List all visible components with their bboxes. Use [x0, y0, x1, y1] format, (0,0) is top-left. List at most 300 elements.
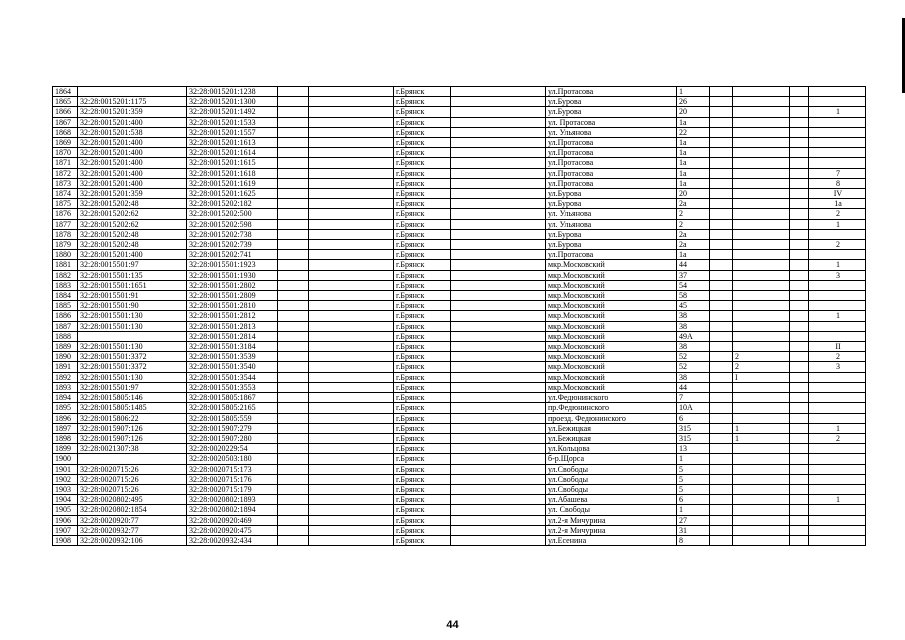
empty-cell — [710, 168, 733, 178]
house-number-cell: 6 — [677, 413, 710, 423]
empty-cell — [451, 444, 546, 454]
premises-number-cell — [809, 535, 866, 545]
table-row — [53, 403, 866, 413]
empty-cell — [278, 515, 309, 525]
empty-cell — [790, 413, 809, 423]
table-row — [53, 331, 866, 341]
row-number-cell: 1904 — [53, 495, 78, 505]
empty-cell — [451, 362, 546, 372]
empty-cell — [790, 148, 809, 158]
object-cadastral-cell: 32:28:0020503:180 — [187, 454, 278, 464]
empty-cell — [451, 525, 546, 535]
street-cell: ул.Федюнинского — [546, 393, 677, 403]
premises-number-cell — [809, 454, 866, 464]
building-part-cell — [733, 168, 790, 178]
empty-cell — [278, 301, 309, 311]
empty-cell — [309, 148, 394, 158]
building-part-cell — [733, 229, 790, 239]
empty-cell — [451, 464, 546, 474]
city-cell: г.Брянск — [394, 515, 451, 525]
parcel-cadastral-cell: 32:28:0015201:400 — [78, 148, 187, 158]
city-cell: г.Брянск — [394, 484, 451, 494]
empty-cell — [710, 331, 733, 341]
empty-cell — [710, 413, 733, 423]
building-part-cell — [733, 87, 790, 97]
empty-cell — [278, 229, 309, 239]
empty-cell — [710, 87, 733, 97]
empty-cell — [451, 403, 546, 413]
empty-cell — [790, 250, 809, 260]
row-number-cell: 1876 — [53, 209, 78, 219]
parcel-cadastral-cell: 32:28:0015907:126 — [78, 423, 187, 433]
empty-cell — [790, 168, 809, 178]
building-part-cell — [733, 199, 790, 209]
empty-cell — [451, 535, 546, 545]
street-cell: ул.Бурова — [546, 107, 677, 117]
empty-cell — [278, 138, 309, 148]
premises-number-cell: II — [809, 342, 866, 352]
empty-cell — [451, 433, 546, 443]
house-number-cell: 26 — [677, 97, 710, 107]
table-row — [53, 97, 866, 107]
street-cell: мкр.Московский — [546, 311, 677, 321]
empty-cell — [309, 260, 394, 270]
empty-cell — [278, 505, 309, 515]
premises-number-cell — [809, 474, 866, 484]
city-cell: г.Брянск — [394, 535, 451, 545]
city-cell: г.Брянск — [394, 382, 451, 392]
row-number-cell: 1869 — [53, 138, 78, 148]
object-cadastral-cell: 32:28:0015501:2813 — [187, 321, 278, 331]
empty-cell — [278, 97, 309, 107]
house-number-cell: 54 — [677, 280, 710, 290]
row-number-cell: 1864 — [53, 87, 78, 97]
empty-cell — [790, 209, 809, 219]
object-cadastral-cell: 32:28:0015202:738 — [187, 229, 278, 239]
house-number-cell: 315 — [677, 433, 710, 443]
house-number-cell: 22 — [677, 127, 710, 137]
premises-number-cell — [809, 413, 866, 423]
parcel-cadastral-cell: 32:28:0020715:26 — [78, 474, 187, 484]
empty-cell — [710, 362, 733, 372]
building-part-cell — [733, 178, 790, 188]
empty-cell — [790, 495, 809, 505]
premises-number-cell — [809, 444, 866, 454]
house-number-cell: 52 — [677, 362, 710, 372]
empty-cell — [309, 413, 394, 423]
object-cadastral-cell: 32:28:0015501:3184 — [187, 342, 278, 352]
table-row — [53, 117, 866, 127]
empty-cell — [309, 505, 394, 515]
table-row — [53, 505, 866, 515]
city-cell: г.Брянск — [394, 270, 451, 280]
row-number-cell: 1901 — [53, 464, 78, 474]
premises-number-cell — [809, 321, 866, 331]
street-cell: ул. Протасова — [546, 117, 677, 127]
table-row — [53, 240, 866, 250]
table-row — [53, 250, 866, 260]
empty-cell — [451, 260, 546, 270]
house-number-cell: 1 — [677, 454, 710, 464]
parcel-cadastral-cell: 32:28:0015201:400 — [78, 250, 187, 260]
table-row — [53, 535, 866, 545]
object-cadastral-cell: 32:28:0015202:182 — [187, 199, 278, 209]
city-cell: г.Брянск — [394, 393, 451, 403]
property-registry-table — [52, 86, 866, 546]
empty-cell — [278, 444, 309, 454]
table-row — [53, 189, 866, 199]
empty-cell — [278, 433, 309, 443]
parcel-cadastral-cell: 32:28:0015201:1175 — [78, 97, 187, 107]
table-row — [53, 484, 866, 494]
street-cell: ул.Бурова — [546, 240, 677, 250]
table-row — [53, 342, 866, 352]
street-cell: мкр.Московский — [546, 260, 677, 270]
row-number-cell: 1888 — [53, 331, 78, 341]
house-number-cell: 8 — [677, 535, 710, 545]
premises-number-cell: 1 — [809, 260, 866, 270]
house-number-cell: 58 — [677, 291, 710, 301]
empty-cell — [451, 454, 546, 464]
object-cadastral-cell: 32:28:0015907:280 — [187, 433, 278, 443]
building-part-cell — [733, 382, 790, 392]
empty-cell — [278, 168, 309, 178]
empty-cell — [451, 280, 546, 290]
object-cadastral-cell: 32:28:0015501:2810 — [187, 301, 278, 311]
object-cadastral-cell: 32:28:0015501:2812 — [187, 311, 278, 321]
house-number-cell: 1а — [677, 178, 710, 188]
empty-cell — [278, 321, 309, 331]
empty-cell — [451, 474, 546, 484]
city-cell: г.Брянск — [394, 505, 451, 515]
empty-cell — [710, 291, 733, 301]
house-number-cell: 5 — [677, 484, 710, 494]
empty-cell — [790, 433, 809, 443]
table-row — [53, 413, 866, 423]
row-number-cell: 1899 — [53, 444, 78, 454]
empty-cell — [451, 342, 546, 352]
empty-cell — [278, 525, 309, 535]
building-part-cell — [733, 189, 790, 199]
empty-cell — [710, 393, 733, 403]
empty-cell — [278, 209, 309, 219]
premises-number-cell: IV — [809, 189, 866, 199]
house-number-cell: 1а — [677, 148, 710, 158]
house-number-cell: 1а — [677, 158, 710, 168]
parcel-cadastral-cell: 32:28:0015201:359 — [78, 107, 187, 117]
street-cell: ул. Свободы — [546, 505, 677, 515]
city-cell: г.Брянск — [394, 127, 451, 137]
empty-cell — [790, 444, 809, 454]
street-cell: ул.Свободы — [546, 484, 677, 494]
city-cell: г.Брянск — [394, 158, 451, 168]
street-cell: ул.Свободы — [546, 464, 677, 474]
premises-number-cell — [809, 505, 866, 515]
street-cell: ул.Протасова — [546, 250, 677, 260]
city-cell: г.Брянск — [394, 240, 451, 250]
empty-cell — [278, 87, 309, 97]
empty-cell — [278, 495, 309, 505]
building-part-cell — [733, 444, 790, 454]
building-part-cell — [733, 311, 790, 321]
object-cadastral-cell: 32:28:0020715:173 — [187, 464, 278, 474]
empty-cell — [309, 464, 394, 474]
empty-cell — [309, 240, 394, 250]
city-cell: г.Брянск — [394, 250, 451, 260]
object-cadastral-cell: 32:28:0015501:1923 — [187, 260, 278, 270]
empty-cell — [790, 515, 809, 525]
empty-cell — [278, 219, 309, 229]
parcel-cadastral-cell: 32:28:0015501:130 — [78, 372, 187, 382]
empty-cell — [309, 107, 394, 117]
empty-cell — [451, 178, 546, 188]
empty-cell — [278, 342, 309, 352]
empty-cell — [790, 464, 809, 474]
table-row — [53, 138, 866, 148]
street-cell: ул.2-я Мичурина — [546, 525, 677, 535]
building-part-cell — [733, 464, 790, 474]
city-cell: г.Брянск — [394, 148, 451, 158]
empty-cell — [309, 474, 394, 484]
building-part-cell — [733, 474, 790, 484]
row-number-cell: 1898 — [53, 433, 78, 443]
empty-cell — [278, 331, 309, 341]
empty-cell — [309, 331, 394, 341]
empty-cell — [309, 403, 394, 413]
table-row — [53, 352, 866, 362]
row-number-cell: 1889 — [53, 342, 78, 352]
empty-cell — [451, 250, 546, 260]
empty-cell — [278, 474, 309, 484]
empty-cell — [710, 454, 733, 464]
row-number-cell: 1870 — [53, 148, 78, 158]
table-row — [53, 423, 866, 433]
empty-cell — [790, 189, 809, 199]
parcel-cadastral-cell: 32:28:0015501:90 — [78, 301, 187, 311]
table-row — [53, 219, 866, 229]
empty-cell — [710, 97, 733, 107]
empty-cell — [309, 270, 394, 280]
empty-cell — [451, 148, 546, 158]
house-number-cell: 13 — [677, 444, 710, 454]
empty-cell — [710, 474, 733, 484]
empty-cell — [309, 199, 394, 209]
empty-cell — [710, 535, 733, 545]
empty-cell — [309, 250, 394, 260]
empty-cell — [278, 423, 309, 433]
parcel-cadastral-cell — [78, 454, 187, 464]
building-part-cell — [733, 138, 790, 148]
empty-cell — [790, 199, 809, 209]
house-number-cell: 38 — [677, 372, 710, 382]
parcel-cadastral-cell: 32:28:0015201:400 — [78, 158, 187, 168]
empty-cell — [790, 240, 809, 250]
empty-cell — [451, 291, 546, 301]
empty-cell — [710, 525, 733, 535]
street-cell: проезд. Федюнинского — [546, 413, 677, 423]
object-cadastral-cell: 32:28:0015201:1615 — [187, 158, 278, 168]
premises-number-cell — [809, 331, 866, 341]
street-cell: мкр.Московский — [546, 270, 677, 280]
empty-cell — [278, 240, 309, 250]
object-cadastral-cell: 32:28:0015201:1614 — [187, 148, 278, 158]
row-number-cell: 1892 — [53, 372, 78, 382]
empty-cell — [790, 229, 809, 239]
building-part-cell — [733, 484, 790, 494]
empty-cell — [790, 138, 809, 148]
empty-cell — [278, 372, 309, 382]
row-number-cell: 1883 — [53, 280, 78, 290]
empty-cell — [790, 97, 809, 107]
premises-number-cell: 7 — [809, 168, 866, 178]
street-cell: ул. Ульянова — [546, 127, 677, 137]
building-part-cell — [733, 291, 790, 301]
empty-cell — [451, 321, 546, 331]
parcel-cadastral-cell: 32:28:0015201:359 — [78, 189, 187, 199]
parcel-cadastral-cell: 32:28:0020932:77 — [78, 525, 187, 535]
object-cadastral-cell: 32:28:0015501:2802 — [187, 280, 278, 290]
parcel-cadastral-cell: 32:28:0015202:62 — [78, 209, 187, 219]
premises-number-cell: 1 — [809, 219, 866, 229]
premises-number-cell — [809, 97, 866, 107]
table-row — [53, 444, 866, 454]
premises-number-cell: 2 — [809, 240, 866, 250]
row-number-cell: 1903 — [53, 484, 78, 494]
house-number-cell: 2а — [677, 240, 710, 250]
empty-cell — [790, 311, 809, 321]
empty-cell — [451, 413, 546, 423]
house-number-cell: 1 — [677, 87, 710, 97]
parcel-cadastral-cell: 32:28:0015501:97 — [78, 260, 187, 270]
building-part-cell — [733, 403, 790, 413]
empty-cell — [309, 158, 394, 168]
house-number-cell: 38 — [677, 342, 710, 352]
object-cadastral-cell: 32:28:0015201:1619 — [187, 178, 278, 188]
empty-cell — [309, 168, 394, 178]
empty-cell — [278, 403, 309, 413]
building-part-cell — [733, 393, 790, 403]
city-cell: г.Брянск — [394, 189, 451, 199]
city-cell: г.Брянск — [394, 352, 451, 362]
house-number-cell: 27 — [677, 515, 710, 525]
building-part-cell — [733, 97, 790, 107]
street-cell: ул. Ульянова — [546, 219, 677, 229]
object-cadastral-cell: 32:28:0015201:1238 — [187, 87, 278, 97]
house-number-cell: 2а — [677, 229, 710, 239]
house-number-cell: 38 — [677, 311, 710, 321]
parcel-cadastral-cell: 32:28:0015501:130 — [78, 342, 187, 352]
building-part-cell — [733, 240, 790, 250]
object-cadastral-cell: 32:28:0015202:739 — [187, 240, 278, 250]
parcel-cadastral-cell: 32:28:0020715:26 — [78, 464, 187, 474]
empty-cell — [710, 240, 733, 250]
building-part-cell: 2 — [733, 362, 790, 372]
empty-cell — [710, 229, 733, 239]
empty-cell — [451, 107, 546, 117]
object-cadastral-cell: 32:28:0015201:1300 — [187, 97, 278, 107]
house-number-cell: 2 — [677, 209, 710, 219]
empty-cell — [451, 311, 546, 321]
city-cell: г.Брянск — [394, 331, 451, 341]
table-row — [53, 372, 866, 382]
house-number-cell: 5 — [677, 464, 710, 474]
empty-cell — [790, 127, 809, 137]
building-part-cell — [733, 209, 790, 219]
city-cell: г.Брянск — [394, 209, 451, 219]
street-cell: ул.Протасова — [546, 87, 677, 97]
table-row — [53, 382, 866, 392]
house-number-cell: 38 — [677, 321, 710, 331]
object-cadastral-cell: 32:28:0015201:1557 — [187, 127, 278, 137]
object-cadastral-cell: 32:28:0020802:1893 — [187, 495, 278, 505]
empty-cell — [309, 393, 394, 403]
row-number-cell: 1875 — [53, 199, 78, 209]
table-row — [53, 158, 866, 168]
empty-cell — [710, 403, 733, 413]
street-cell: ул.Бурова — [546, 189, 677, 199]
building-part-cell: 2 — [733, 352, 790, 362]
empty-cell — [451, 209, 546, 219]
premises-number-cell — [809, 515, 866, 525]
empty-cell — [710, 219, 733, 229]
empty-cell — [710, 260, 733, 270]
house-number-cell: 5 — [677, 474, 710, 484]
empty-cell — [451, 138, 546, 148]
table-row — [53, 107, 866, 117]
house-number-cell: 1а — [677, 138, 710, 148]
row-number-cell: 1868 — [53, 127, 78, 137]
empty-cell — [710, 280, 733, 290]
object-cadastral-cell: 32:28:0015501:1930 — [187, 270, 278, 280]
city-cell: г.Брянск — [394, 525, 451, 535]
empty-cell — [278, 393, 309, 403]
empty-cell — [710, 505, 733, 515]
empty-cell — [710, 138, 733, 148]
object-cadastral-cell: 32:28:0015805:559 — [187, 413, 278, 423]
row-number-cell: 1866 — [53, 107, 78, 117]
city-cell: г.Брянск — [394, 311, 451, 321]
house-number-cell: 10А — [677, 403, 710, 413]
street-cell: ул.Бежицкая — [546, 423, 677, 433]
row-number-cell: 1872 — [53, 168, 78, 178]
empty-cell — [309, 87, 394, 97]
empty-cell — [278, 250, 309, 260]
row-number-cell: 1879 — [53, 240, 78, 250]
parcel-cadastral-cell: 32:28:0020802:1854 — [78, 505, 187, 515]
table-row — [53, 291, 866, 301]
row-number-cell: 1887 — [53, 321, 78, 331]
empty-cell — [710, 178, 733, 188]
house-number-cell: 45 — [677, 301, 710, 311]
empty-cell — [710, 107, 733, 117]
premises-number-cell — [809, 291, 866, 301]
empty-cell — [278, 178, 309, 188]
empty-cell — [790, 321, 809, 331]
street-cell: ул.Протасова — [546, 178, 677, 188]
empty-cell — [710, 342, 733, 352]
object-cadastral-cell: 32:28:0015805:1867 — [187, 393, 278, 403]
empty-cell — [309, 311, 394, 321]
parcel-cadastral-cell: 32:28:0015805:146 — [78, 393, 187, 403]
object-cadastral-cell: 32:28:0015501:3544 — [187, 372, 278, 382]
empty-cell — [309, 229, 394, 239]
empty-cell — [790, 342, 809, 352]
object-cadastral-cell: 32:28:0020920:475 — [187, 525, 278, 535]
object-cadastral-cell: 32:28:0020920:469 — [187, 515, 278, 525]
object-cadastral-cell: 32:28:0015907:279 — [187, 423, 278, 433]
parcel-cadastral-cell — [78, 87, 187, 97]
row-number-cell: 1878 — [53, 229, 78, 239]
